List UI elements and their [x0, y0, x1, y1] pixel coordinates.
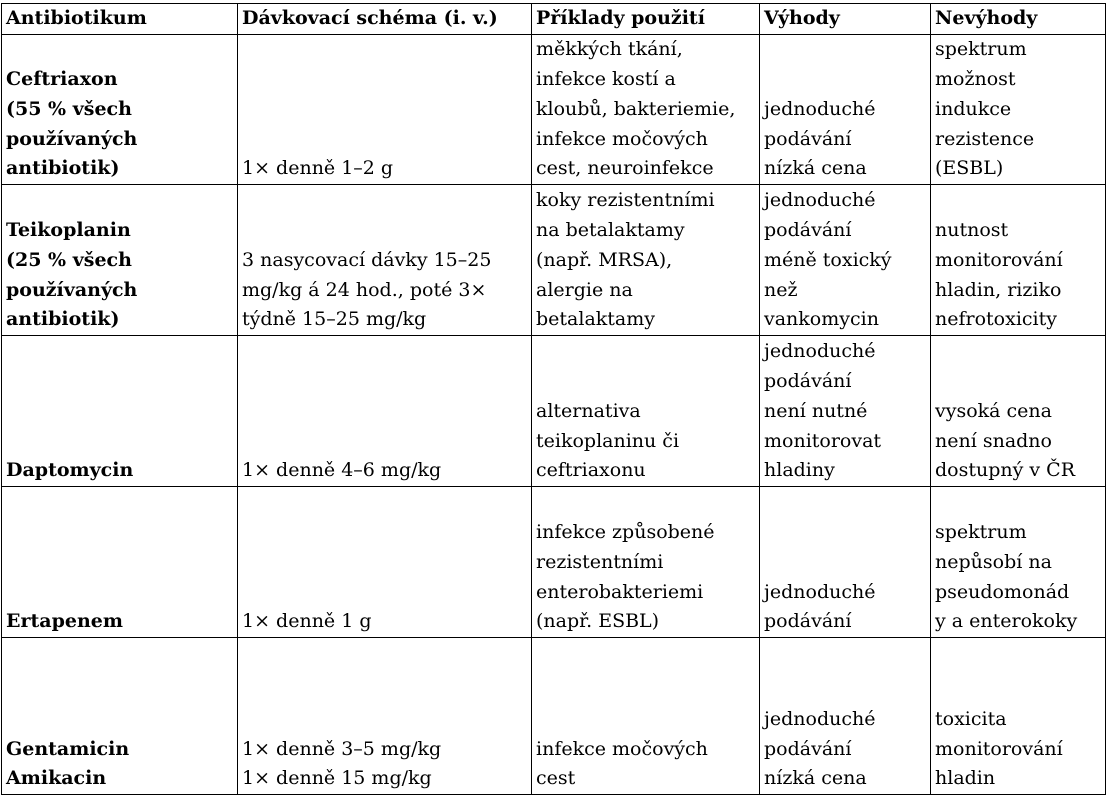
cell-advantages-line: jednoduché [764, 189, 876, 212]
table-row [2, 487, 1106, 638]
cell-advantages [760, 487, 931, 638]
cell-dosing [238, 35, 532, 185]
table-row [2, 336, 1106, 487]
cell-advantages-line: než [764, 278, 798, 301]
cell-advantages-line: méně toxický [764, 248, 892, 271]
cell-use-examples-line: (např. ESBL) [536, 610, 660, 633]
cell-use-examples [532, 638, 760, 795]
cell-antibiotic-line: Amikacin [6, 767, 107, 790]
cell-disadvantages-line: indukce [935, 97, 1012, 120]
cell-advantages [760, 35, 931, 185]
cell-use-examples-line: ceftriaxonu [536, 459, 646, 482]
cell-use-examples-line: rezistentními [536, 550, 664, 573]
cell-antibiotic-line: (25 % všech [6, 248, 132, 271]
cell-dosing-line: 3 nasycovací dávky 15–25 [242, 248, 492, 271]
cell-dosing [238, 638, 532, 795]
cell-antibiotic-line: Daptomycin [6, 459, 134, 482]
cell-antibiotic [2, 487, 238, 638]
cell-use-examples [532, 336, 760, 487]
cell-antibiotic-line: Teikoplanin [6, 219, 131, 242]
header-disadvantages: Nevýhody [931, 4, 1106, 35]
cell-dosing-line: mg/kg á 24 hod., poté 3× [242, 278, 487, 301]
cell-use-examples-line: infekce močových [536, 737, 708, 760]
cell-disadvantages-line: možnost [935, 68, 1016, 91]
cell-advantages-line: jednoduché [764, 340, 876, 363]
cell-disadvantages-line: nutnost [935, 219, 1009, 242]
cell-use-examples-line: enterobakteriemi [536, 580, 704, 603]
cell-advantages-line: vankomycin [764, 308, 879, 331]
cell-use-examples-line: kloubů, bakteriemie, [536, 97, 736, 120]
cell-dosing [238, 185, 532, 336]
cell-dosing-line: 1× denně 1 g [242, 610, 372, 633]
table-body [2, 35, 1106, 795]
cell-antibiotic-line: Ertapenem [6, 610, 123, 633]
cell-antibiotic [2, 185, 238, 336]
cell-advantages [760, 336, 931, 487]
cell-use-examples-line: koky rezistentními [536, 189, 715, 212]
cell-antibiotic [2, 638, 238, 795]
cell-disadvantages [931, 638, 1106, 795]
cell-use-examples-line: na betalaktamy [536, 219, 685, 242]
cell-use-examples-line: betalaktamy [536, 308, 656, 331]
cell-disadvantages [931, 487, 1106, 638]
cell-disadvantages-line: hladin, riziko [935, 278, 1062, 301]
cell-disadvantages-line: monitorování [935, 737, 1063, 760]
cell-advantages-line: monitorovat [764, 429, 882, 452]
cell-disadvantages-line: dostupný v ČR [935, 459, 1076, 482]
cell-dosing [238, 487, 532, 638]
table-header [2, 4, 1106, 35]
cell-antibiotic-line: antibiotik) [6, 157, 120, 180]
cell-disadvantages-line: rezistence [935, 127, 1035, 150]
header-row [2, 4, 1106, 35]
cell-dosing-line: 1× denně 3–5 mg/kg [242, 737, 442, 760]
cell-advantages-line: podávání [764, 610, 852, 633]
cell-use-examples-line: infekce močových [536, 127, 708, 150]
cell-use-examples-line: teikoplaninu či [536, 429, 680, 452]
table-row [2, 638, 1106, 795]
cell-advantages-line: hladiny [764, 459, 835, 482]
cell-dosing [238, 336, 532, 487]
table-row [2, 35, 1106, 185]
cell-use-examples-line: alergie na [536, 278, 633, 301]
cell-use-examples-line: (např. MRSA), [536, 248, 673, 271]
cell-disadvantages-line: nefrotoxicity [935, 308, 1057, 331]
cell-advantages [760, 185, 931, 336]
cell-antibiotic-line: Ceftriaxon [6, 68, 118, 91]
header-antibiotic: Antibiotikum [2, 4, 238, 35]
cell-antibiotic [2, 35, 238, 185]
cell-advantages-line: podávání [764, 370, 852, 393]
table-row [2, 185, 1106, 336]
cell-advantages-line: podávání [764, 219, 852, 242]
cell-disadvantages-line: monitorování [935, 248, 1063, 271]
cell-disadvantages-line: (ESBL) [935, 157, 1004, 180]
cell-disadvantages-line: nepůsobí na [935, 550, 1052, 573]
cell-use-examples [532, 35, 760, 185]
header-advantages: Výhody [760, 4, 931, 35]
cell-disadvantages [931, 185, 1106, 336]
cell-antibiotic [2, 336, 238, 487]
cell-use-examples [532, 487, 760, 638]
cell-advantages-line: podávání [764, 737, 852, 760]
cell-disadvantages-line: y a enterokoky [935, 610, 1078, 633]
cell-advantages-line: jednoduché [764, 580, 876, 603]
cell-advantages [760, 638, 931, 795]
cell-use-examples-line: infekce způsobené [536, 521, 715, 544]
cell-disadvantages-line: toxicita [935, 707, 1007, 730]
cell-dosing-line: 1× denně 4–6 mg/kg [242, 459, 442, 482]
cell-disadvantages [931, 336, 1106, 487]
cell-disadvantages-line: není snadno [935, 429, 1052, 452]
cell-use-examples-line: cest [536, 767, 576, 790]
cell-disadvantages-line: spektrum [935, 521, 1027, 544]
antibiotics-table [1, 3, 1106, 795]
cell-advantages-line: jednoduché [764, 97, 876, 120]
cell-disadvantages-line: spektrum [935, 38, 1027, 61]
cell-dosing-line: 1× denně 1–2 g [242, 157, 394, 180]
cell-advantages-line: není nutné [764, 399, 868, 422]
cell-disadvantages-line: pseudomonád [935, 580, 1070, 603]
cell-use-examples-line: cest, neuroinfekce [536, 157, 714, 180]
cell-use-examples-line: infekce kostí a [536, 68, 676, 91]
cell-advantages-line: nízká cena [764, 157, 867, 180]
cell-disadvantages-line: vysoká cena [935, 399, 1052, 422]
cell-use-examples-line: alternativa [536, 399, 641, 422]
cell-dosing-line: 1× denně 15 mg/kg [242, 767, 432, 790]
cell-use-examples [532, 185, 760, 336]
cell-antibiotic-line: Gentamicin [6, 737, 130, 760]
cell-antibiotic-line: používaných [6, 278, 138, 301]
cell-antibiotic-line: antibiotik) [6, 308, 120, 331]
cell-advantages-line: jednoduché [764, 707, 876, 730]
cell-advantages-line: nízká cena [764, 767, 867, 790]
header-dosing: Dávkovací schéma (i. v.) [238, 4, 532, 35]
cell-advantages-line: podávání [764, 127, 852, 150]
cell-use-examples-line: měkkých tkání, [536, 38, 683, 61]
cell-antibiotic-line: (55 % všech [6, 97, 132, 120]
header-use-examples: Příklady použití [532, 4, 760, 35]
cell-disadvantages [931, 35, 1106, 185]
cell-disadvantages-line: hladin [935, 767, 996, 790]
cell-dosing-line: týdně 15–25 mg/kg [242, 308, 427, 331]
cell-antibiotic-line: používaných [6, 127, 138, 150]
